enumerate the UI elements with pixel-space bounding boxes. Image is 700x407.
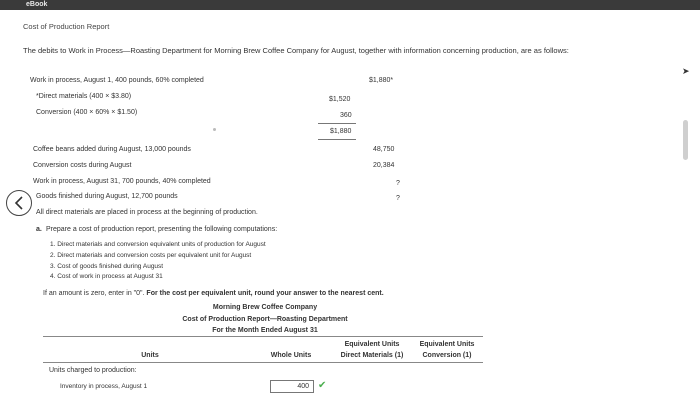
- cursor-icon: ➤: [682, 66, 690, 76]
- wip-begin-total: $1,880*: [369, 77, 394, 84]
- scrollbar[interactable]: [683, 120, 688, 160]
- inventory-whole-units-input[interactable]: [270, 380, 314, 393]
- top-bar: [0, 0, 700, 10]
- data-row-label: Conversion costs during August: [33, 162, 132, 169]
- data-row-label: Coffee beans added during August, 13,000 pounds: [33, 146, 191, 153]
- intro-text: The debits to Work in Process—Roasting Department for Morning Brew Coffee Company for August, together with information concerning production, are as follows:: [23, 46, 569, 55]
- table-top-rule: [43, 336, 483, 337]
- instruction-part2: For the cost per equivalent unit, round your answer to the nearest cent.: [146, 290, 384, 297]
- data-row-value: ?: [396, 195, 400, 202]
- checkmark-icon: ✔: [318, 380, 327, 391]
- conversion-value: 360: [340, 112, 352, 119]
- direct-materials-label: *Direct materials (400 × $3.80): [36, 93, 132, 100]
- data-row-value: 48,750: [373, 146, 395, 153]
- direct-materials-value: $1,520: [329, 96, 351, 103]
- brand-label: eBook: [26, 1, 48, 8]
- instruction-part1: If an amount is zero, enter in "0".: [43, 290, 145, 297]
- question-item: 4. Cost of work in process at August 31: [50, 273, 163, 280]
- question-item: 2. Direct materials and conversion costs per equivalent unit for August: [50, 252, 252, 259]
- note-text: All direct materials are placed in process at the beginning of production.: [36, 209, 258, 216]
- question-prefix: a.: [36, 226, 42, 233]
- wip-begin-label: Work in process, August 1, 400 pounds, 60% completed: [30, 77, 204, 84]
- row-inventory-label: Inventory in process, August 1: [60, 383, 148, 390]
- col-direct-materials: Direct Materials (1): [340, 352, 404, 359]
- table-header-rule: [43, 362, 483, 363]
- sum-rule: [318, 123, 356, 124]
- conversion-label: Conversion (400 × 60% × $1.50): [36, 109, 138, 116]
- row-section-label: Units charged to production:: [49, 367, 137, 374]
- question-item: 1. Direct materials and conversion equivalent units of production for August: [50, 241, 266, 248]
- decorative-dot: [213, 128, 216, 131]
- chevron-left-icon: [13, 196, 25, 210]
- report-period: For the Month Ended August 31: [212, 327, 318, 334]
- wip-begin-sum: $1,880: [330, 128, 352, 135]
- data-row-label: Goods finished during August, 12,700 pounds: [36, 193, 178, 200]
- col-whole-units: Whole Units: [270, 352, 312, 359]
- report-company: Morning Brew Coffee Company: [212, 304, 318, 311]
- data-row-value: 20,384: [373, 162, 395, 169]
- instruction-text: [43, 290, 384, 297]
- col-units: Units: [141, 352, 159, 359]
- data-row-label: Work in process, August 31, 700 pounds, 40% completed: [33, 178, 211, 185]
- previous-button[interactable]: [6, 190, 32, 216]
- group-header-dm: Equivalent Units: [344, 341, 400, 348]
- question-item: 3. Cost of goods finished during August: [50, 263, 164, 270]
- report-title: Cost of Production Report—Roasting Department: [182, 316, 348, 323]
- question-text: Prepare a cost of production report, presenting the following computations:: [46, 226, 278, 233]
- section-title: Cost of Production Report: [23, 22, 110, 31]
- sum-double-rule: [318, 139, 356, 140]
- group-header-conv: Equivalent Units: [419, 341, 475, 348]
- data-row-value: ?: [396, 180, 400, 187]
- col-conversion: Conversion (1): [422, 352, 472, 359]
